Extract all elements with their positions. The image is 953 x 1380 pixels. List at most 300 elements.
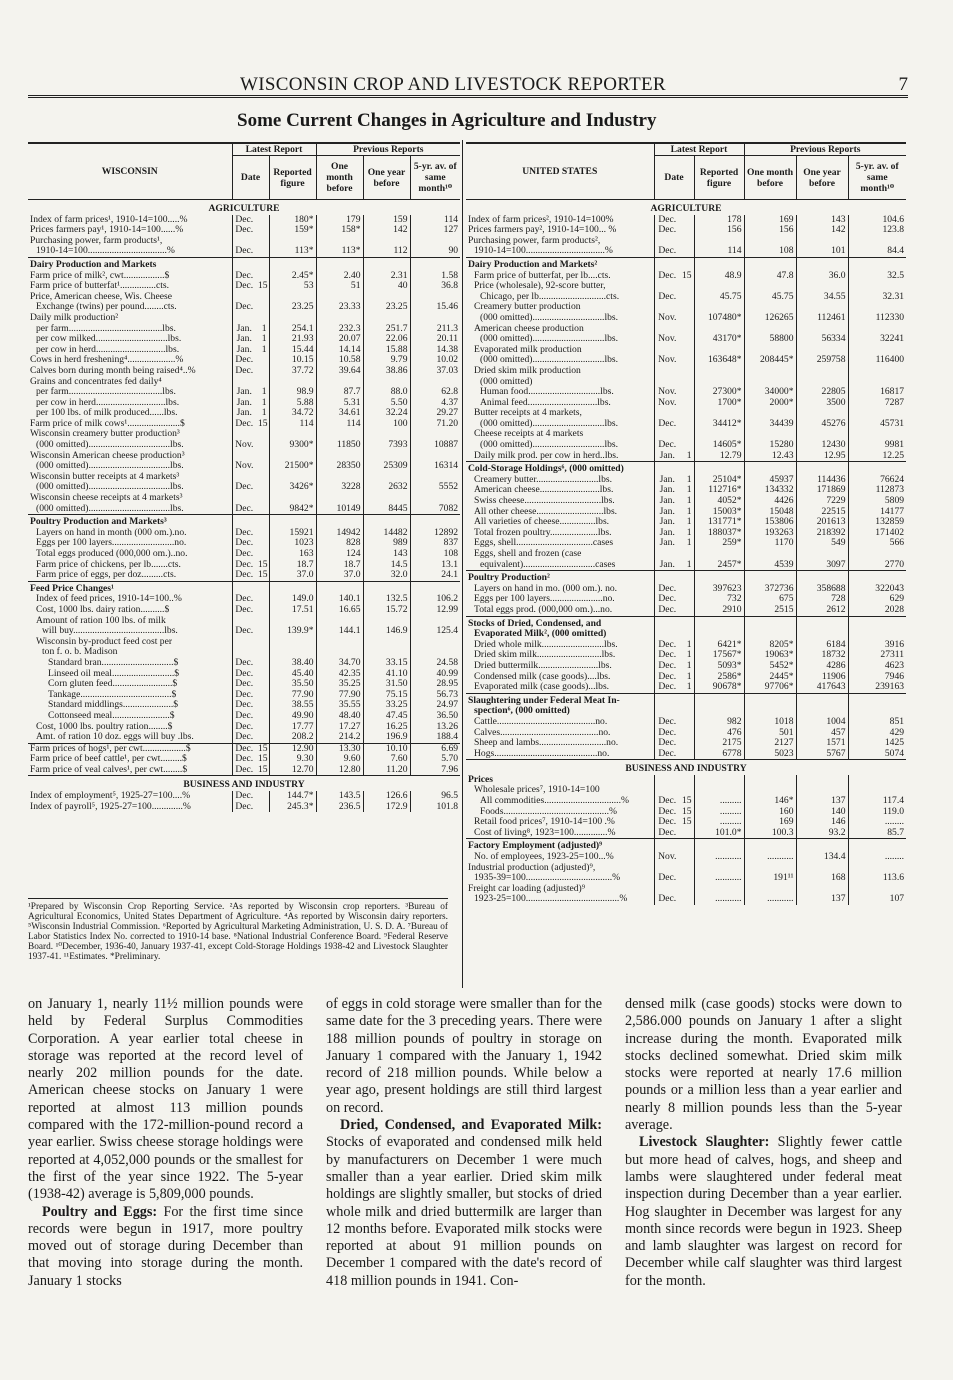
date-day [680,717,694,728]
row-label: per farm.......................................lbs. [36,323,176,334]
date-day [256,594,269,605]
one-month-before: 18.7 [316,560,363,571]
reported-figure: 35.50 [269,679,316,690]
row-label: Dried skim milk...........................lbs. [474,650,616,661]
date-month: Dec. [232,722,256,733]
date-day [680,236,694,247]
reported-figure: 6421* [694,640,744,651]
date-day [680,215,694,226]
row-label: Cows in herd freshening⁴....................% [30,355,184,366]
date-month [654,462,680,475]
date-month: Dec. [654,796,680,807]
five-year-average: 13.26 [410,722,460,733]
region-header: UNITED STATES [466,143,654,200]
five-year-average: 16314 [410,461,460,472]
five-year-average [410,472,460,483]
reported-figure: 17.51 [269,605,316,616]
date-day [256,732,269,743]
reported-figure [269,515,316,528]
united-states-table [466,142,906,905]
one-month-before: 1018 [744,717,796,728]
one-year-before: 168 [796,873,848,884]
reported-figure: 34.72 [269,408,316,419]
reported-figure: 48.9 [694,271,744,282]
one-year-before: 75.15 [363,690,410,701]
five-year-average: 2770 [848,560,906,571]
date-month: Nov. [654,313,680,324]
one-month-before [316,236,363,247]
one-year-before [796,281,848,292]
one-month-before: ........... [744,894,796,905]
reported-figure: 37.0 [269,570,316,581]
table-row [466,377,906,388]
date-month: Jan. [232,398,256,409]
row-label: Prices farmers pay¹, 1910-14=100......% [30,225,184,236]
table-row [28,292,460,303]
date-month: Jan. [654,475,680,486]
five-year-average [410,236,460,247]
table-row [466,334,906,345]
reported-figure [269,451,316,462]
five-year-average: 119.0 [848,807,906,818]
table-row [466,706,906,717]
one-year-before: 16.25 [363,722,410,733]
one-year-before: 171869 [796,485,848,496]
one-month-before: 37.0 [316,570,363,581]
date-day: 1 [686,527,692,538]
row-label: Total eggs produced (000,000 om.)..no. [36,549,188,559]
date-month: Dec. [232,594,256,605]
one-month-before: 23.33 [316,302,363,313]
table-row [28,776,460,791]
one-year-before: 417643 [796,682,848,693]
table-row [28,722,460,733]
one-year-before: 34.55 [796,292,848,303]
table-row [28,345,460,356]
table-row [28,743,460,754]
one-month-before: ........... [744,852,796,863]
table-row [28,324,460,335]
table-row [28,246,460,257]
five-year-average: 12.99 [410,605,460,616]
date-month: Jan. [654,560,680,571]
date-day: 1 [686,506,692,517]
one-month-before [744,281,796,292]
row-label: Creamery butter production [474,302,581,313]
date-day [256,246,269,257]
five-year-average: 84.4 [848,246,906,257]
five-year-average: 13.1 [410,560,460,571]
one-month-before: 4426 [744,496,796,507]
reported-figure: 3426* [269,482,316,493]
paragraph-heading: Livestock Slaughter: [639,1134,770,1151]
row-label: Purchasing power, farm products¹, [30,235,163,246]
date-day [256,791,269,802]
row-label: per farm.......................................lbs. [36,387,176,398]
date-day [256,355,269,366]
table-row [28,408,460,419]
five-year-average [848,408,906,419]
one-month-before [744,629,796,640]
date-month: Dec. [232,225,256,236]
date-month: Dec. [232,690,256,701]
table-row [466,236,906,247]
table-row [466,408,906,419]
date-day [256,504,269,515]
five-year-average: 14.38 [410,345,460,356]
one-month-before: 1170 [744,538,796,549]
reported-figure: 9842* [269,504,316,515]
reported-figure: 17567* [694,650,744,661]
one-month-before [744,408,796,419]
table-divider [462,140,463,988]
one-year-before: 143 [363,549,410,560]
date-day [680,302,694,313]
table-row [466,693,906,706]
reported-figure [694,345,744,356]
row-label: Hogs...........................................no. [474,748,610,759]
reported-figure: 9.30 [269,754,316,765]
one-year-before [796,863,848,874]
row-label: (000 omitted)..............................lbs. [480,312,619,323]
table-row [466,749,906,760]
five-year-average: 5809 [848,496,906,507]
table-row [466,584,906,595]
reported-figure [694,706,744,717]
one-year-before: 457 [796,728,848,739]
table-row [28,440,460,451]
one-year-before [796,462,848,475]
row-label: per 100 lbs. of milk produced......lbs. [36,408,178,419]
table-row [466,528,906,539]
date-day [680,706,694,717]
five-year-average [848,775,906,786]
one-month-before: 153806 [744,517,796,528]
row-label: Linseed oil meal..........................$ [48,668,180,679]
reported-figure: 114 [269,419,316,430]
five-year-average: 32241 [848,334,906,345]
one-year-before [796,257,848,270]
table-row [28,334,460,345]
date-day [680,605,694,616]
one-month-before: 45937 [744,475,796,486]
date-month: Dec. [232,549,256,560]
date-month: Dec. [654,738,680,749]
one-year-before: 93.2 [796,828,848,839]
reported-figure: 15921 [269,528,316,539]
one-month-before [744,775,796,786]
five-year-average [848,429,906,440]
one-year-before: 146.9 [363,626,410,637]
reported-figure [269,647,316,658]
five-year-average [848,693,906,706]
date-day [680,440,694,451]
row-label: Swiss cheese................................lbs. [474,496,615,507]
date-month [654,884,680,895]
date-day: 15 [682,817,692,828]
table-row [28,281,460,292]
one-year-before: 11.20 [363,765,410,776]
one-year-before: 143 [796,215,848,226]
table-row [28,765,460,776]
reported-header: Reported figure [694,156,744,200]
one-month-before: 58800 [744,334,796,345]
five-year-average: 108 [410,549,460,560]
one-month-before [744,236,796,247]
five-year-average: 116400 [848,355,906,366]
five-year-average: 12.25 [848,451,906,462]
reported-figure: 23.25 [269,302,316,313]
date-day [256,302,269,313]
date-month: Jan. [232,408,256,419]
one-month-before: 4539 [744,560,796,571]
date-month: Dec. [232,754,256,765]
one-month-before: 3228 [316,482,363,493]
five-year-average [410,429,460,440]
five-year-average [410,581,460,594]
one-year-before [796,571,848,584]
row-label: Price, American cheese, Wis. Cheese [30,291,172,302]
section-heading: spection⁶, (000 omitted) [474,706,570,717]
table-row [466,419,906,430]
date-month: Jan. [654,496,680,507]
date-day: 15 [682,806,692,817]
date-day: 1 [686,496,692,507]
date-month: Jan. [654,485,680,496]
five-year-average: 71.20 [410,419,460,430]
one-year-before: 22.06 [363,334,410,345]
reported-figure: 476 [694,728,744,739]
table-row [28,669,460,680]
date-month [654,775,680,786]
row-label: Calves born during month being raised⁴..% [30,365,196,376]
reported-figure [269,472,316,483]
one-month-before: 17.27 [316,722,363,733]
row-label: Cost, 1000 lbs. poultry ration........$ [36,721,173,732]
one-month-before [744,863,796,874]
one-year-before: 2632 [363,482,410,493]
reported-figure [269,581,316,594]
table-row [466,571,906,584]
table-row [28,472,460,483]
date-month: Dec. [654,594,680,605]
one-year-before [796,884,848,895]
date-month: Dec. [232,482,256,493]
row-label: Farm price of beef cattle¹, per cwt.........$ [30,754,187,765]
one-year-before: 2612 [796,605,848,616]
table-row [28,679,460,690]
reported-figure: 259* [694,538,744,549]
one-year-before [363,581,410,594]
date-month: Nov. [232,440,256,451]
one-year-before: 3097 [796,560,848,571]
date-day: 1 [686,538,692,549]
one-year-before: 14482 [363,528,410,539]
date-day [256,429,269,440]
one-year-before [363,472,410,483]
date-day: 1 [261,344,267,355]
table-row [28,616,460,627]
table-row [28,647,460,658]
row-label: (000 omitted)..............................lbs. [480,440,619,451]
row-label: Chicago, per lb............................cts. [480,291,620,302]
section-heading: Poultry Production and Markets³ [28,515,232,528]
reported-figure [694,693,744,706]
one-month-before [744,571,796,584]
one-year-header: One year before [796,156,848,200]
five-year-average: 24.58 [410,658,460,669]
row-label: Condensed milk (case goods)....lbs. [474,671,611,682]
footnotes: ¹Prepared by Wisconsin Crop Reporting Service. ²As reported by Wisconsin crop reporters. ³Bureau of Agricultural Economics, United States Department of Agriculture. ⁴As reported by Wisconsin dairy reporters. ⁵Wisconsin Industrial Commission. ⁶Reported by Agricultural Marketing Administration, U. S. D. A. ⁷Bureau of Labor Statistics Index No. corrected to 1910-14 base. ⁸National Industrial Conference Board. ⁹Federal Reserve Board. ¹⁰December, 1936-40, January 1937-41, except Cold-Storage Holdings 1938-42 and Livestock Slaughter 1937-41. ¹¹Estimates. *Preliminary. [28,898,448,962]
one-year-before: 11906 [796,672,848,683]
table-row [466,355,906,366]
running-title: WISCONSIN CROP AND LIVESTOCK REPORTER [240,74,666,95]
row-label: Farm price of eggs, per doz.........cts. [36,570,177,581]
paragraph-text: Slightly fewer cattle but more head of calves, hogs, and sheep and lambs were slaughtered under federal meat inspection during December than a year earlier. Hog slaughter in December was largest for any month since records were begun in 1923. Sheep and lamb slaughter was largest on record for December while calf slaughter was third largest for the month. [625,1134,902,1289]
reported-figure: ........... [694,852,744,863]
date-day [256,658,269,669]
row-label: All other cheese............................lbs. [474,506,618,517]
five-year-average: 101.8 [410,802,460,813]
one-year-before: 146 [796,817,848,828]
table-row [466,894,906,905]
one-year-before: 33.15 [363,658,410,669]
date-day [256,626,269,637]
latest-report-header: Latest Report [232,143,316,156]
one-month-before: 35.25 [316,679,363,690]
reported-figure: 38.55 [269,700,316,711]
one-year-before [796,616,848,629]
reported-figure: 25104* [694,475,744,486]
five-year-average: 96.5 [410,791,460,802]
five-year-average: 36.50 [410,711,460,722]
one-month-before [744,693,796,706]
date-day: 1 [686,450,692,461]
date-month [654,785,680,796]
date-day [680,292,694,303]
table-row [466,884,906,895]
five-year-average: 56.73 [410,690,460,701]
one-year-before: 12.95 [796,451,848,462]
one-month-before: 144.1 [316,626,363,637]
paragraph [326,1117,602,1290]
five-year-average: 24.1 [410,570,460,581]
five-year-average [410,515,460,528]
five-year-average: 29.27 [410,408,460,419]
date-month [232,257,256,270]
row-label: Total frozen poultry....................lbs. [474,527,612,538]
one-year-before: 7393 [363,440,410,451]
one-month-before [316,451,363,462]
one-year-before: 112461 [796,313,848,324]
five-year-average: 10887 [410,440,460,451]
table-row [466,728,906,739]
table-row [466,507,906,518]
section-heading: BUSINESS AND INDUSTRY [28,776,460,791]
date-day [680,629,694,640]
one-month-before [316,515,363,528]
reported-figure: 149.0 [269,594,316,605]
date-month: Dec. [232,700,256,711]
date-month: Dec. [654,246,680,257]
date-month [232,581,256,594]
five-year-average: 14177 [848,507,906,518]
five-year-average [848,785,906,796]
reported-figure: ......... [694,796,744,807]
reported-figure: 245.3* [269,802,316,813]
five-year-average: 188.4 [410,732,460,743]
table-row [28,637,460,648]
date-month: Jan. [232,334,256,345]
date-month [654,281,680,292]
date-day [256,236,269,247]
row-label: Cheese receipts at 4 markets [474,429,584,440]
one-year-before: 47.45 [363,711,410,722]
five-year-average: 5552 [410,482,460,493]
one-year-before: 201613 [796,517,848,528]
one-month-before [316,493,363,504]
row-label: Amt. of ration 10 doz. eggs will buy .lbs. [36,732,194,743]
five-year-average: 117.4 [848,796,906,807]
table-row [28,626,460,637]
row-label: (000 omitted)..................................lbs. [36,461,184,472]
table-row [466,785,906,796]
row-label: Wholesale prices⁷, 1910-14=100 [474,785,600,796]
five-year-average: 5074 [848,749,906,760]
table-row [466,485,906,496]
paragraph-heading: Dried, Condensed, and Evaporated Milk: [340,1117,602,1134]
page-number: 7 [898,74,908,95]
date-day [256,493,269,504]
row-label: 1910-14=100.................................% [36,246,175,257]
row-label: Tankage......................................$ [48,689,177,700]
date-month: Dec. [654,440,680,451]
date-day: 15 [258,559,268,570]
date-month: Dec. [654,873,680,884]
five-year-average [410,451,460,462]
date-day [256,482,269,493]
five-yr-header: 5-yr. av. of same month¹⁰ [848,156,906,200]
one-month-before: 114 [316,419,363,430]
reported-figure [694,775,744,786]
one-month-before: 48.40 [316,711,363,722]
reported-figure: 101.0* [694,828,744,839]
date-month [654,345,680,356]
reported-figure: ........... [694,873,744,884]
table-row [466,398,906,409]
date-month: Jan. [232,345,256,356]
five-year-average: 4.37 [410,398,460,409]
date-day [256,461,269,472]
table-row [28,570,460,581]
one-month-before [744,549,796,560]
five-year-average [848,629,906,640]
five-year-average [848,462,906,475]
table-row [28,581,460,594]
date-month [232,637,256,648]
date-month: Dec. [654,717,680,728]
date-month [654,408,680,419]
five-year-average [410,292,460,303]
one-year-before: 259758 [796,355,848,366]
date-month [232,377,256,388]
paragraph-text: Stocks of evaporated and condensed milk held by manufacturers on December 1 were much smaller than a year earlier. Dried skim milk holdings are slightly smaller, but stocks of dried whole milk and dried buttermilk are larger than 12 months before. Evaporated milk stocks were reported at about 91 million pounds on December 1 compared with the date's record of 418 million pounds in 1941. Con- [326,1134,602,1289]
row-label: American cheese production [474,323,584,334]
date-month: Dec. [654,817,680,828]
five-year-average: 1.58 [410,271,460,282]
row-label: Layers on hand in mo. (000 om.). no. [474,583,618,594]
date-day [256,225,269,236]
